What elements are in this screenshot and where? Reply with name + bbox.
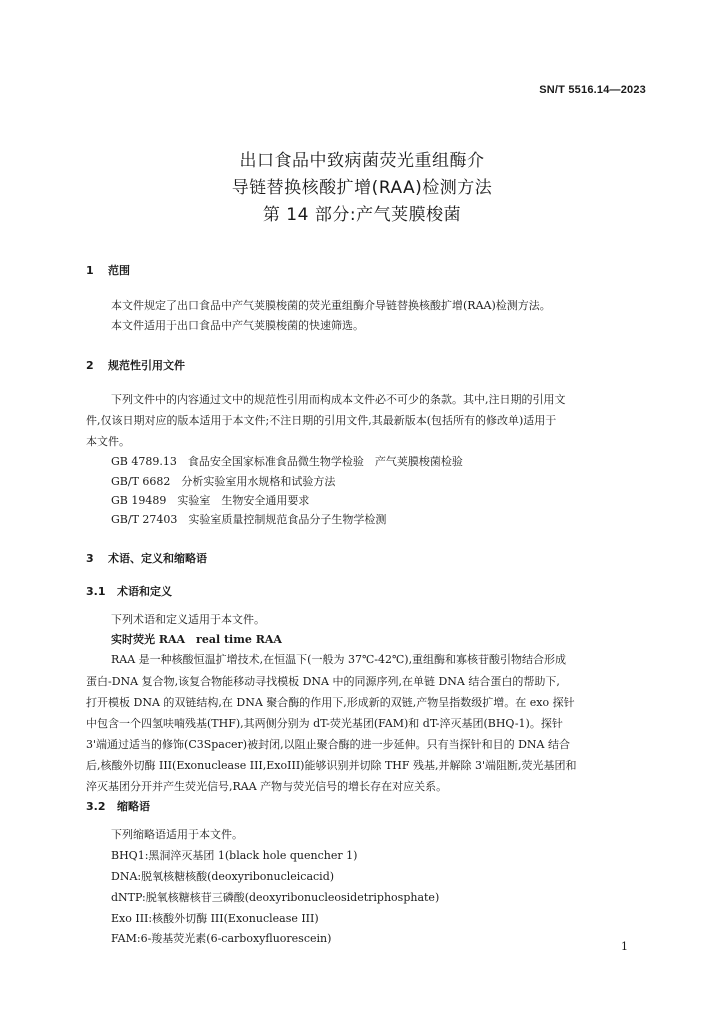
definition-line: 中包含一个四氢呋喃残基(THF),其两侧分别为 dT-荧光基团(FAM)和 dT-淬灭基团(BHQ-1)。探针: [86, 717, 563, 730]
term-title: 实时荧光 RAA real time RAA: [111, 633, 282, 646]
section-number: 3.1: [86, 585, 106, 598]
paragraph: 本文件。: [86, 435, 130, 448]
reference-item: GB/T 6682 分析实验室用水规格和试验方法: [111, 475, 336, 488]
section-number: 3: [86, 552, 94, 565]
definition-line: 打开模板 DNA 的双链结构,在 DNA 聚合酶的作用下,形成新的双链,产物呈指数级扩增。在 exo 探针: [86, 696, 575, 709]
abbreviation-item: BHQ1:黑洞淬灭基团 1(black hole quencher 1): [111, 849, 358, 862]
definition-line: 蛋白-DNA 复合物,该复合物能移动寻找模板 DNA 中的同源序列,在单链 DNA 结合蛋白的帮助下,: [86, 675, 560, 688]
page-number: 1: [621, 940, 628, 953]
section-title: 范围: [108, 264, 130, 277]
section-title: 术语和定义: [117, 585, 172, 598]
reference-item: GB 4789.13 食品安全国家标准食品微生物学检验 产气荚膜梭菌检验: [111, 455, 463, 468]
reference-item: GB 19489 实验室 生物安全通用要求: [111, 494, 310, 507]
abbreviation-item: Exo III:核酸外切酶 III(Exonuclease III): [111, 912, 319, 925]
section-1-heading: [86, 262, 130, 278]
definition-line: 3'端通过适当的修饰(C3Spacer)被封闭,以阻止聚合酶的进一步延伸。只有当探针和目的 DNA 结合: [86, 738, 570, 751]
section-number: 1: [86, 264, 94, 277]
document-title-line-2: 导链替换核酸扩增(RAA)检测方法: [231, 178, 493, 198]
paragraph: 下列缩略语适用于本文件。: [111, 828, 243, 841]
definition-line: 淬灭基团分开并产生荧光信号,RAA 产物与荧光信号的增长存在对应关系。: [86, 780, 448, 793]
section-3-heading: [86, 550, 207, 566]
definition-line: 后,核酸外切酶 III(Exonuclease III,ExoIII)能够识别并切除 THF 残基,并解除 3'端阻断,荧光基团和: [86, 759, 577, 772]
document-title-line-1: 出口食品中致病菌荧光重组酶介: [239, 151, 485, 171]
paragraph: 下列术语和定义适用于本文件。: [111, 613, 265, 626]
paragraph: 本文件规定了出口食品中产气荚膜梭菌的荧光重组酶介导链替换核酸扩增(RAA)检测方法。: [111, 299, 551, 312]
subsection-3-1-heading: [86, 583, 172, 599]
section-number: 2: [86, 359, 94, 372]
paragraph: 件,仅该日期对应的版本适用于本文件;不注日期的引用文件,其最新版本(包括所有的修改单)适用于: [86, 414, 557, 427]
abbreviation-item: DNA:脱氧核糖核酸(deoxyribonucleicacid): [111, 870, 335, 883]
document-title-line-3: 第 14 部分:产气荚膜梭菌: [262, 205, 462, 225]
section-title: 缩略语: [117, 800, 150, 813]
definition-line: RAA 是一种核酸恒温扩增技术,在恒温下(一般为 37℃-42℃),重组酶和寡核苷酸引物结合形成: [111, 653, 567, 666]
subsection-3-2-heading: [86, 798, 150, 814]
reference-item: GB/T 27403 实验室质量控制规范食品分子生物学检测: [111, 513, 387, 526]
paragraph: 下列文件中的内容通过文中的规范性引用而构成本文件必不可少的条款。其中,注日期的引用文: [111, 393, 566, 406]
abbreviation-item: dNTP:脱氧核糖核苷三磷酸(deoxyribonucleosidetriphosphate): [111, 891, 440, 904]
section-title: 术语、定义和缩略语: [108, 552, 207, 565]
abbreviation-item: FAM:6-羧基荧光素(6-carboxyfluorescein): [111, 932, 332, 945]
section-2-heading: [86, 357, 185, 373]
standard-code: SN/T 5516.14—2023: [539, 84, 646, 96]
paragraph: 本文件适用于出口食品中产气荚膜梭菌的快速筛选。: [111, 319, 364, 332]
section-title: 规范性引用文件: [108, 359, 185, 372]
section-number: 3.2: [86, 800, 106, 813]
